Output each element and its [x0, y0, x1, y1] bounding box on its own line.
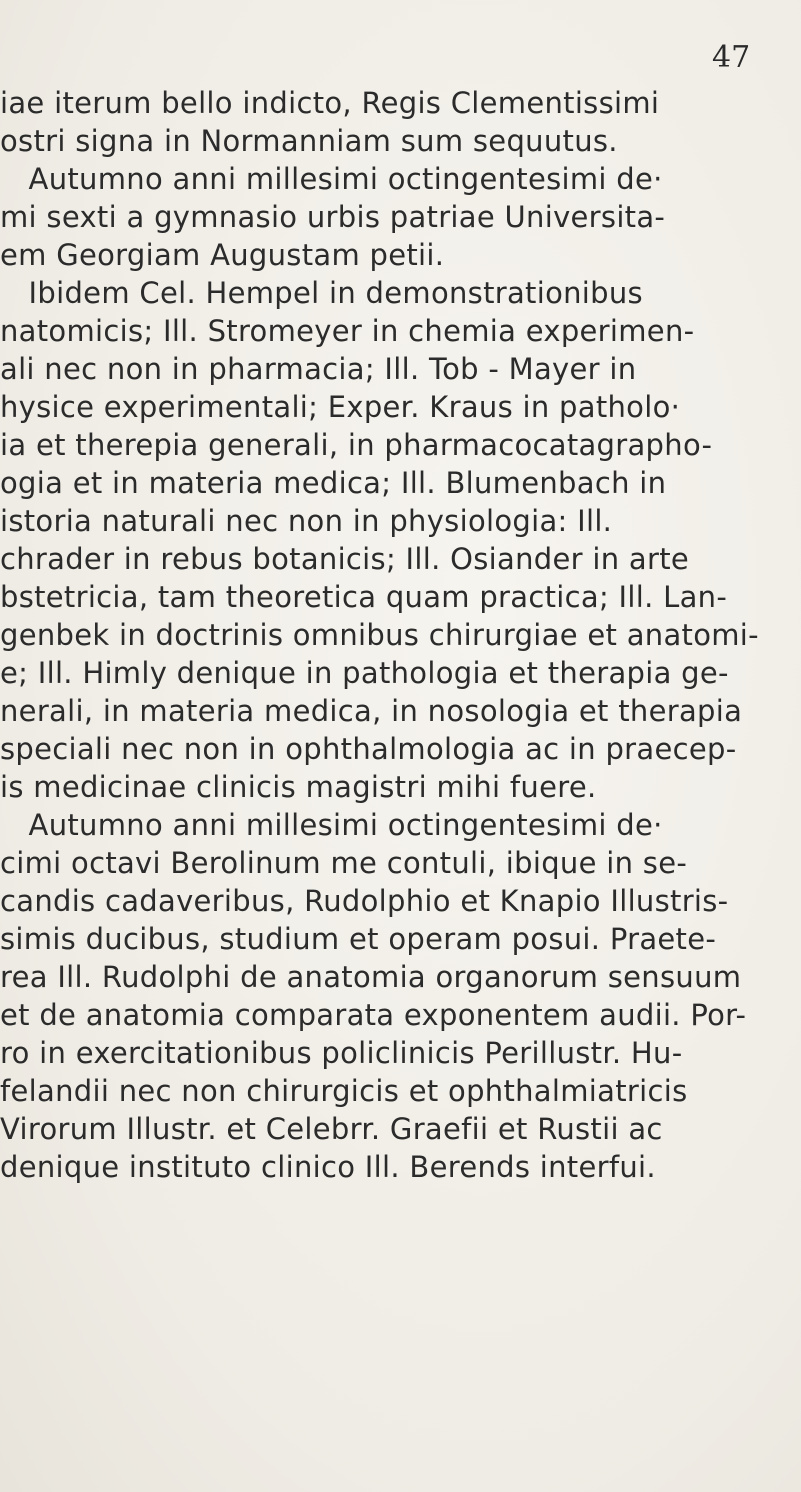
text-line: iae iterum bello indicto, Regis Clementissimi — [0, 86, 660, 120]
page-number: 47 — [712, 40, 751, 75]
text-line: cimi octavi Berolinum me contuli, ibique in se- — [0, 846, 688, 880]
text-line: istoria naturali nec non in physiologia: Ill. — [0, 504, 613, 538]
text-line: denique instituto clinico Ill. Berends interfui. — [0, 1150, 656, 1184]
text-line: candis cadaveribus, Rudolphio et Knapio Illustris- — [0, 884, 729, 918]
text-line: speciali nec non in ophthalmologia ac in praecep- — [0, 732, 737, 766]
text-line: em Georgiam Augustam petii. — [0, 238, 445, 272]
text-line: ali nec non in pharmacia; Ill. Tob - Mayer in — [0, 352, 637, 386]
text-line: Autumno anni millesimi octingentesimi de· — [0, 162, 663, 196]
text-line: ogia et in materia medica; Ill. Blumenbach in — [0, 466, 667, 500]
text-line: Ibidem Cel. Hempel in demonstrationibus — [0, 276, 643, 310]
text-line: nerali, in materia medica, in nosologia et therapia — [0, 694, 743, 728]
text-line: simis ducibus, studium et operam posui. Praete- — [0, 922, 717, 956]
text-line: ia et therepia generali, in pharmacocatagrapho- — [0, 428, 713, 462]
text-line: chrader in rebus botanicis; Ill. Osiander in arte — [0, 542, 690, 576]
text-line: Autumno anni millesimi octingentesimi de· — [0, 808, 663, 842]
text-line: mi sexti a gymnasio urbis patriae Universita- — [0, 200, 666, 234]
text-line: natomicis; Ill. Stromeyer in chemia experimen- — [0, 314, 695, 348]
text-line: rea Ill. Rudolphi de anatomia organorum sensuum — [0, 960, 742, 994]
text-line: ro in exercitationibus policlinicis Perillustr. Hu- — [0, 1036, 683, 1070]
text-line: ostri signa in Normanniam sum sequutus. — [0, 124, 618, 158]
text-line: Virorum Illustr. et Celebrr. Graefii et Rustii ac — [0, 1112, 663, 1146]
text-line: e; Ill. Himly denique in pathologia et therapia ge- — [0, 656, 729, 690]
text-line: bstetricia, tam theoretica quam practica; Ill. Lan- — [0, 580, 728, 614]
text-line: genbek in doctrinis omnibus chirurgiae et anatomi- — [0, 618, 759, 652]
text-line: is medicinae clinicis magistri mihi fuere. — [0, 770, 597, 804]
text-line: et de anatomia comparata exponentem audii. Por- — [0, 998, 747, 1032]
text-line: felandii nec non chirurgicis et ophthalmiatricis — [0, 1074, 688, 1108]
text-line: hysice experimentali; Exper. Kraus in patholo· — [0, 390, 681, 424]
